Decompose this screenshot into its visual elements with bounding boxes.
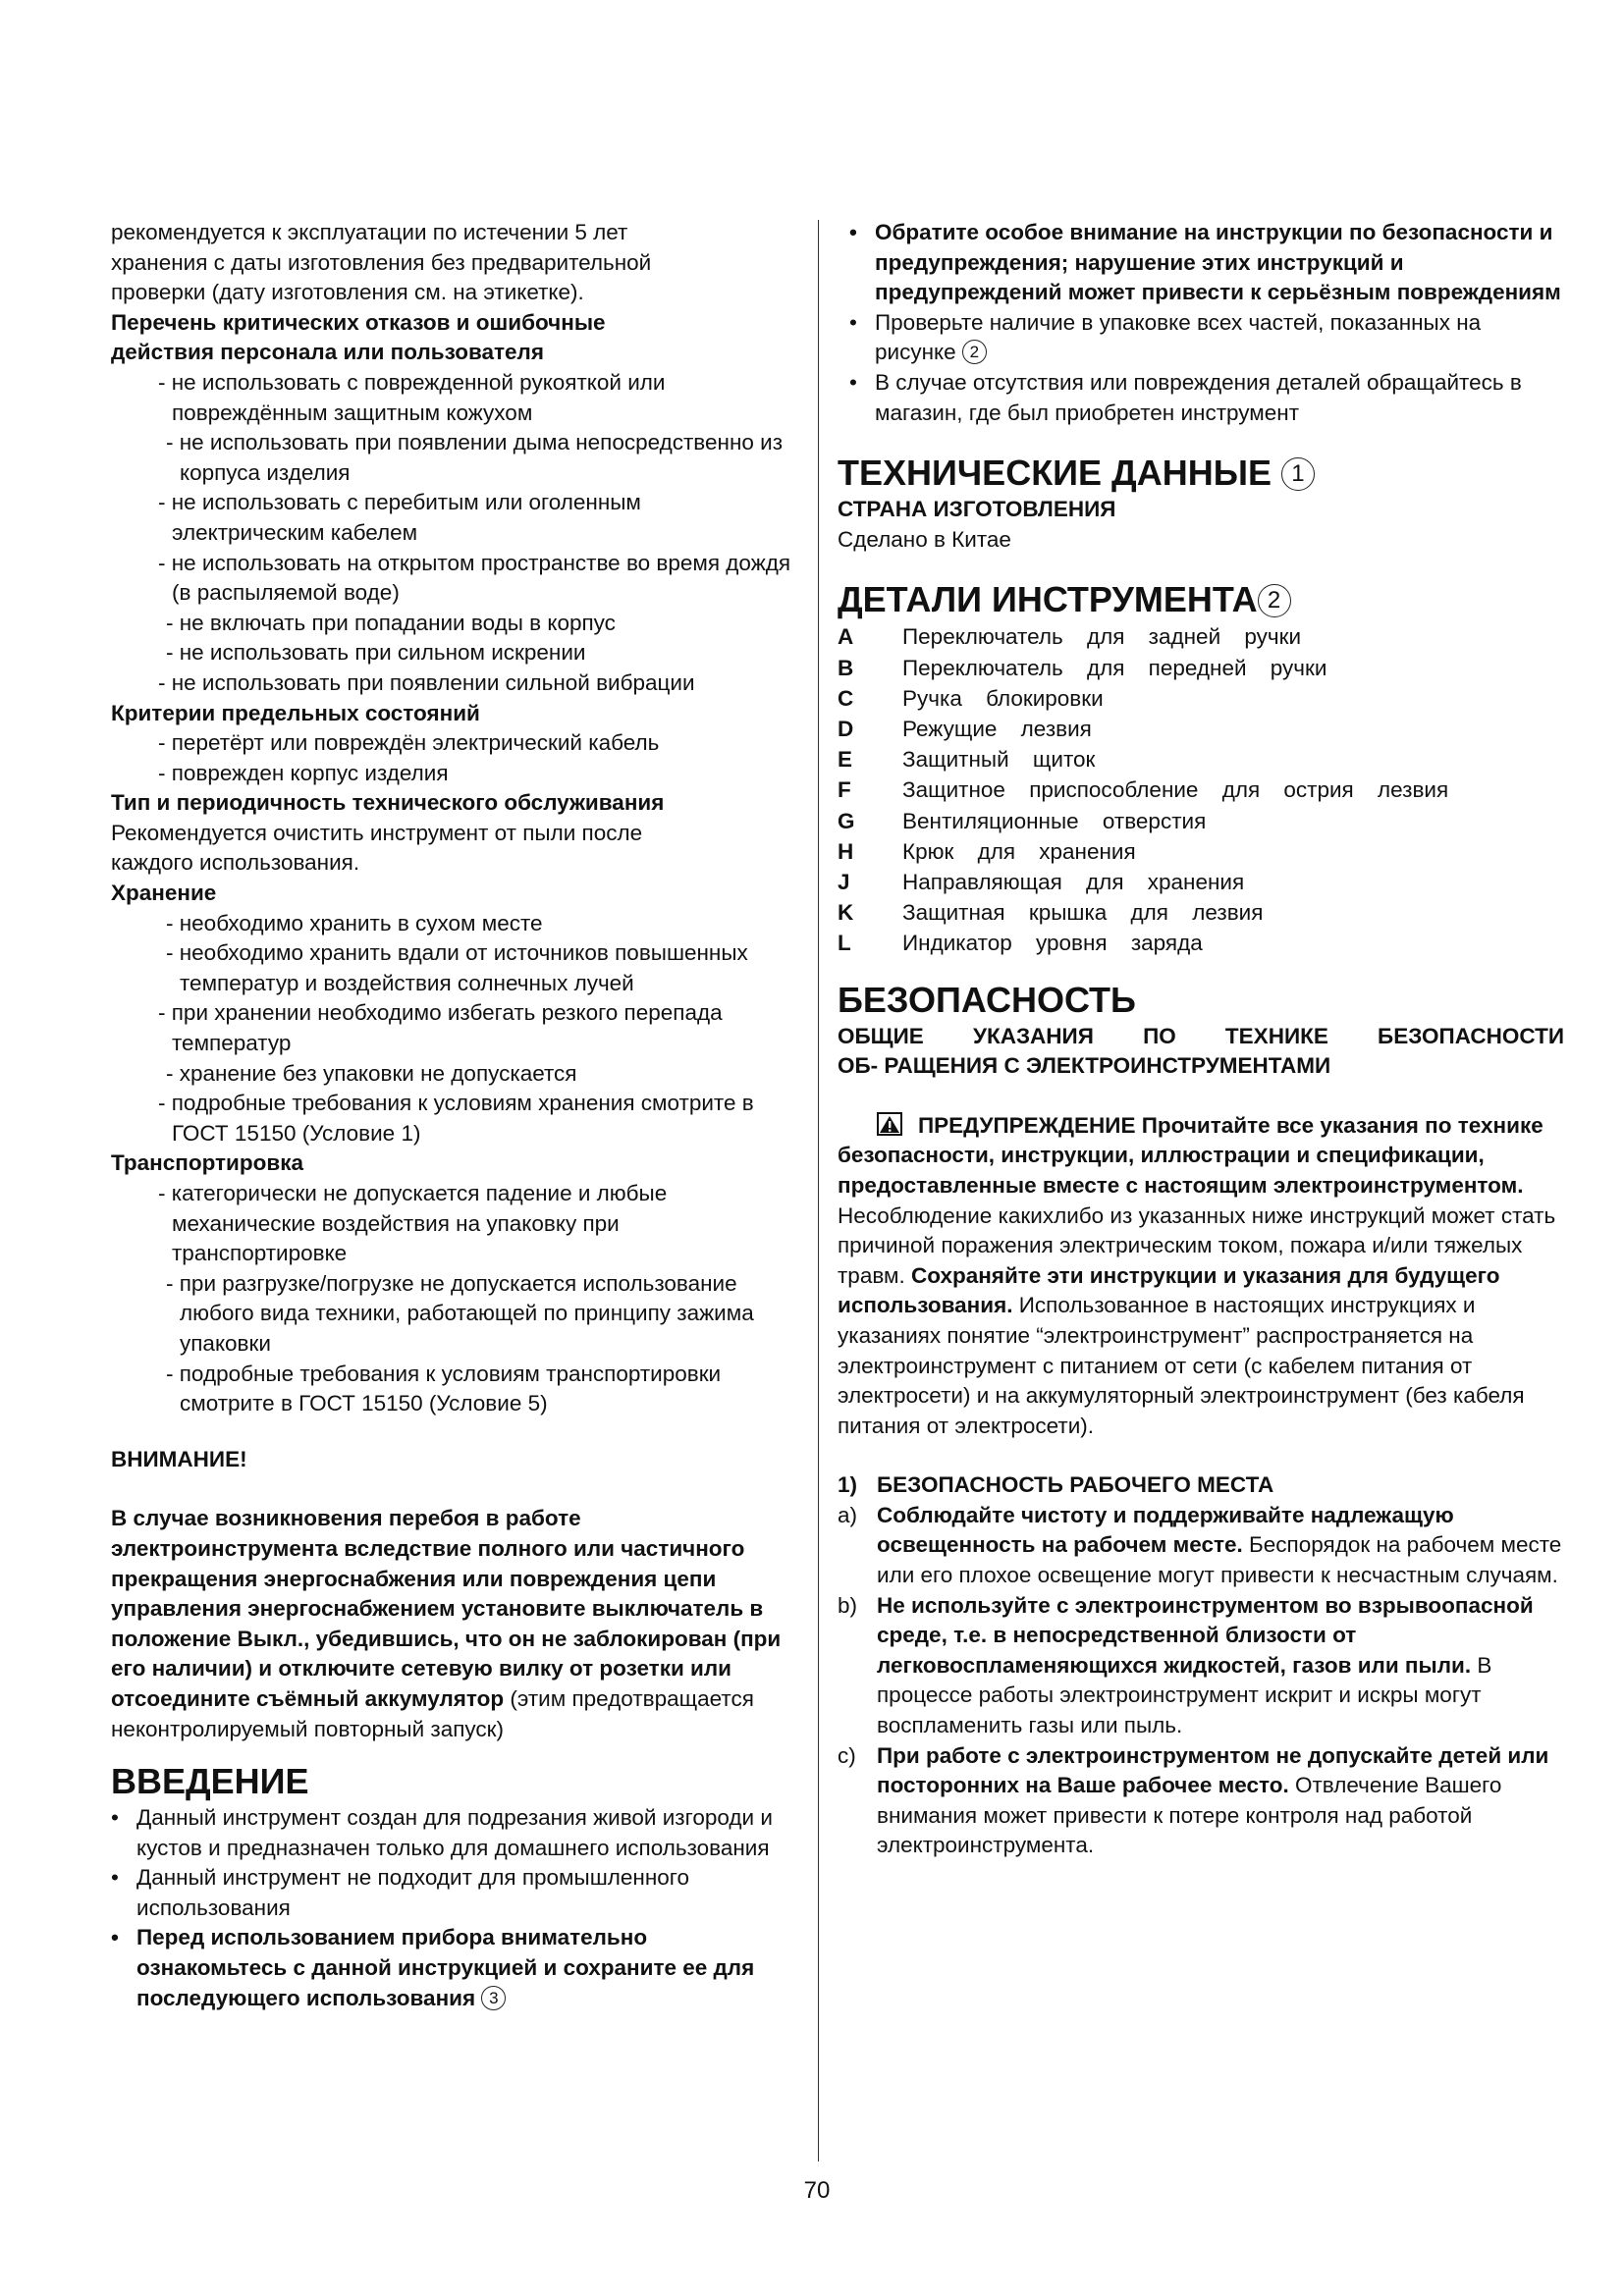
warning-bold-text: Сохраняйте эти инструкции и указания для будущего использования.: [838, 1262, 1500, 1318]
part-row: [838, 621, 1564, 652]
part-label: Защитное приспособление для острия лезвия: [902, 777, 1449, 803]
failures-heading: действия персонала или пользователя: [111, 340, 544, 365]
parts-heading: [838, 578, 1564, 621]
part-key: C: [838, 685, 854, 711]
failure-item: - не использовать с поврежденной рукояткой или повреждённым защитным кожухом: [158, 369, 666, 425]
failure-item: - не использовать с перебитым или оголенным электрическим кабелем: [158, 490, 641, 545]
safety-items: [838, 1501, 1564, 1861]
intro-bullet-text: Данный инструмент создан для подрезания живой изгороди и кустов и предназначен только для домашнего использования: [136, 1805, 773, 1860]
bullet-mark: •: [849, 220, 857, 244]
right-bullet: [838, 308, 1564, 368]
part-label: Крюк для хранения: [902, 838, 1136, 864]
storage-heading: Хранение: [111, 881, 217, 906]
part-row: [838, 714, 1564, 744]
limit-item: - поврежден корпус изделия: [158, 760, 449, 785]
right-bullet: [838, 368, 1564, 428]
part-key: D: [838, 716, 854, 741]
figure-ref-2: 2: [962, 340, 987, 364]
part-key: F: [838, 777, 851, 803]
attention-heading: ВНИМАНИЕ!: [111, 1446, 247, 1471]
failure-item: - не использовать при появлении дыма непосредственно из корпуса изделия: [166, 430, 784, 485]
intro-bullet: [111, 1923, 798, 2013]
part-label: Переключатель для задней ручки: [902, 624, 1302, 650]
maintenance-line: каждого использования.: [111, 850, 360, 876]
workplace-number: 1): [838, 1472, 858, 1498]
column-divider: [818, 220, 819, 2162]
part-row: [838, 897, 1564, 928]
figure-ref-3: 3: [481, 1986, 506, 2010]
figure-ref-1: 1: [1281, 457, 1315, 491]
part-row: [838, 928, 1564, 958]
right-bullet-text: В случае отсутствия или повреждения деталей обращайтесь в магазин, где был приобретен инструмент: [875, 369, 1522, 425]
safety-item-mark: a): [838, 1502, 858, 1527]
safety-item-mark: b): [838, 1592, 858, 1618]
part-label: Защитный щиток: [902, 747, 1096, 773]
warning-normal-text: Использованное в настоящих инструкциях и указаниях понятие “электроинструмент” распространяется на электроинструмент с питанием от сети (с кабелем питания от электросети) и на аккумуляторный электроинструмент (без кабеля питания от электросети).: [838, 1293, 1525, 1438]
part-label: Индикатор уровня заряда: [902, 931, 1203, 956]
safety-subheading: ОБЩИЕ УКАЗАНИЯ ПО ТЕХНИКЕ БЕЗОПАСНОСТИ: [838, 1023, 1564, 1048]
country-label: СТРАНА ИЗГОТОВЛЕНИЯ: [838, 497, 1116, 522]
safety-item-normal: Отвлечение Вашего внимания может привести к потере контроля над работой электроинструмента.: [877, 1773, 1502, 1858]
warning-triangle-icon: [877, 1112, 902, 1136]
part-key: L: [838, 931, 851, 956]
storage-item: - подробные требования к условиям хранения смотрите в ГОСТ 15150 (Условие 1): [158, 1091, 754, 1146]
part-label: Режущие лезвия: [902, 716, 1092, 741]
failure-item: - не использовать на открытом пространстве во время дождя (в распыляемой воде): [158, 550, 791, 606]
workplace-heading-text: БЕЗОПАСНОСТЬ РАБОЧЕГО МЕСТА: [877, 1472, 1274, 1498]
attention-bold-text: В случае возникновения перебоя в работе электроинструмента вследствие полного или частичного прекращения энергоснабжения или повреждения цепи управления энергоснабжением установите выключатель в положение Выкл., убедившись, что он не заблокирован (при его наличии) и отключите сетевую вилку от розетки или отсоедините съёмный аккумулятор: [111, 1506, 782, 1711]
part-label: Ручка блокировки: [902, 685, 1104, 711]
safety-item-bold: Не используйте с электроинструментом во взрывоопасной среде, т.е. в непосредственной близости от легковоспламеняющихся жидкостей, газов или пыли.: [877, 1592, 1534, 1678]
intro-bullet-text: Перед использованием прибора внимательно ознакомьтесь с данной инструкцией и сохраните ее для последующего использования: [136, 1925, 755, 2010]
safety-item-normal: В процессе работы электроинструмент искрит и искры могут воспламенить газы или пыль.: [877, 1652, 1492, 1738]
figure-ref-2: 2: [1258, 584, 1291, 617]
transport-heading: Транспортировка: [111, 1150, 303, 1176]
safety-item-mark: c): [838, 1742, 856, 1768]
bullet-mark: •: [849, 309, 857, 335]
safety-item: [838, 1591, 1564, 1741]
intro-bullet: [111, 1863, 798, 1923]
intro-line: рекомендуется к эксплуатации по истечении 5 лет: [111, 220, 628, 244]
bullet-mark: •: [111, 1805, 119, 1831]
part-row: [838, 867, 1564, 897]
tech-data-heading-text: ТЕХНИЧЕСКИЕ ДАННЫЕ: [838, 453, 1272, 494]
warning-bold-text: ПРЕДУПРЕЖДЕНИЕ Прочитайте все указания по технике безопасности, инструкции, иллюстрации и спецификации, предоставленные вместе с настоящим электроинструментом.: [838, 1112, 1543, 1198]
transport-item: - категорически не допускается падение и любые механические воздействия на упаковку при транспортировке: [158, 1181, 668, 1266]
safety-subheading: ОБ- РАЩЕНИЯ С ЭЛЕКТРОИНСТРУМЕНТАМИ: [838, 1053, 1331, 1079]
part-row: [838, 836, 1564, 867]
warning-paragraph: [838, 1111, 1564, 1442]
maintenance-line: Рекомендуется очистить инструмент от пыли после: [111, 820, 643, 845]
safety-item-bold: При работе с электроинструментом не допускайте детей или посторонних на Ваше рабочее место.: [877, 1742, 1549, 1798]
right-bullet-text: Проверьте наличие в упаковке всех частей, показанных на рисунке: [875, 309, 1482, 365]
transport-item: - подробные требования к условиям транспортировки смотрите в ГОСТ 15150 (Условие 5): [166, 1361, 722, 1416]
limit-item: - перетёрт или повреждён электрический кабель: [158, 730, 660, 756]
limits-heading: Критерии предельных состояний: [111, 700, 480, 725]
part-key: E: [838, 747, 853, 773]
failure-item: - не использовать при сильном искрении: [166, 640, 586, 666]
warning-normal-text: Несоблюдение какихлибо из указанных ниже инструкций может стать причиной поражения электрическим током, пожара и/или тяжелых травм.: [838, 1202, 1556, 1288]
storage-item: - хранение без упаковки не допускается: [166, 1060, 577, 1086]
part-row: [838, 774, 1564, 805]
bullet-mark: •: [111, 1925, 119, 1950]
bullet-mark: •: [849, 369, 857, 395]
part-row: [838, 653, 1564, 683]
part-key: H: [838, 838, 854, 864]
storage-item: - необходимо хранить в сухом месте: [166, 910, 543, 935]
attention-normal-text: (этим предотвращается неконтролируемый повторный запуск): [111, 1685, 754, 1741]
part-row: [838, 683, 1564, 714]
parts-heading-text: ДЕТАЛИ ИНСТРУМЕНТА: [838, 579, 1258, 620]
part-key: K: [838, 900, 854, 926]
part-key: G: [838, 808, 855, 833]
part-row: [838, 744, 1564, 774]
country-value: Сделано в Китае: [838, 526, 1011, 552]
tech-data-heading: [838, 452, 1564, 495]
attention-paragraph: [111, 1504, 798, 1744]
intro-line: проверки (дату изготовления см. на этикетке).: [111, 280, 584, 305]
part-key: A: [838, 624, 854, 650]
transport-item: - при разгрузке/погрузке не допускается использование любого вида техники, работающей по принципу зажима упаковки: [166, 1270, 754, 1356]
failure-item: - не использовать при появлении сильной вибрации: [158, 669, 695, 695]
maintenance-heading: Тип и периодичность технического обслуживания: [111, 790, 665, 816]
right-bullet: [838, 218, 1564, 308]
safety-item: [838, 1741, 1564, 1861]
storage-item: - необходимо хранить вдали от источников повышенных температур и воздействия солнечных лучей: [166, 940, 748, 995]
storage-item: - при хранении необходимо избегать резкого перепада температур: [158, 1000, 723, 1056]
intro-line: хранения с даты изготовления без предварительной: [111, 249, 652, 275]
part-label: Направляющая для хранения: [902, 869, 1245, 894]
safety-item-bold: Соблюдайте чистоту и поддерживайте надлежащую освещенность на рабочем месте.: [877, 1502, 1454, 1558]
safety-heading: БЕЗОПАСНОСТЬ: [838, 979, 1136, 1020]
right-column: [838, 218, 1564, 1861]
safety-item: [838, 1501, 1564, 1591]
part-label: Защитная крышка для лезвия: [902, 900, 1264, 926]
failure-item: - не включать при попадании воды в корпус: [166, 610, 616, 635]
intro-bullet: [111, 1803, 798, 1863]
safety-item-normal: Беспорядок на рабочем месте или его плохое освещение могут привести к несчастным случаям.: [877, 1532, 1562, 1588]
page-number: 70: [803, 2177, 831, 2204]
part-row: [838, 806, 1564, 836]
intro-section-heading: ВВЕДЕНИЕ: [111, 1761, 309, 1802]
bullet-mark: •: [111, 1865, 119, 1891]
part-key: B: [838, 655, 854, 680]
right-bullet-text: Обратите особое внимание на инструкции по безопасности и предупреждения; нарушение этих инструкций и предупреждений может привести к серьёзным повреждениям: [875, 220, 1561, 305]
part-label: Переключатель для передней ручки: [902, 655, 1327, 680]
intro-bullet-text: Данный инструмент не подходит для промышленного использования: [136, 1865, 689, 1920]
part-key: J: [838, 869, 850, 894]
workplace-heading: [838, 1470, 1564, 1501]
part-label: Вентиляционные отверстия: [902, 808, 1207, 833]
parts-list: [838, 621, 1564, 958]
failures-heading: Перечень критических отказов и ошибочные: [111, 309, 606, 335]
left-column: [111, 218, 798, 2013]
